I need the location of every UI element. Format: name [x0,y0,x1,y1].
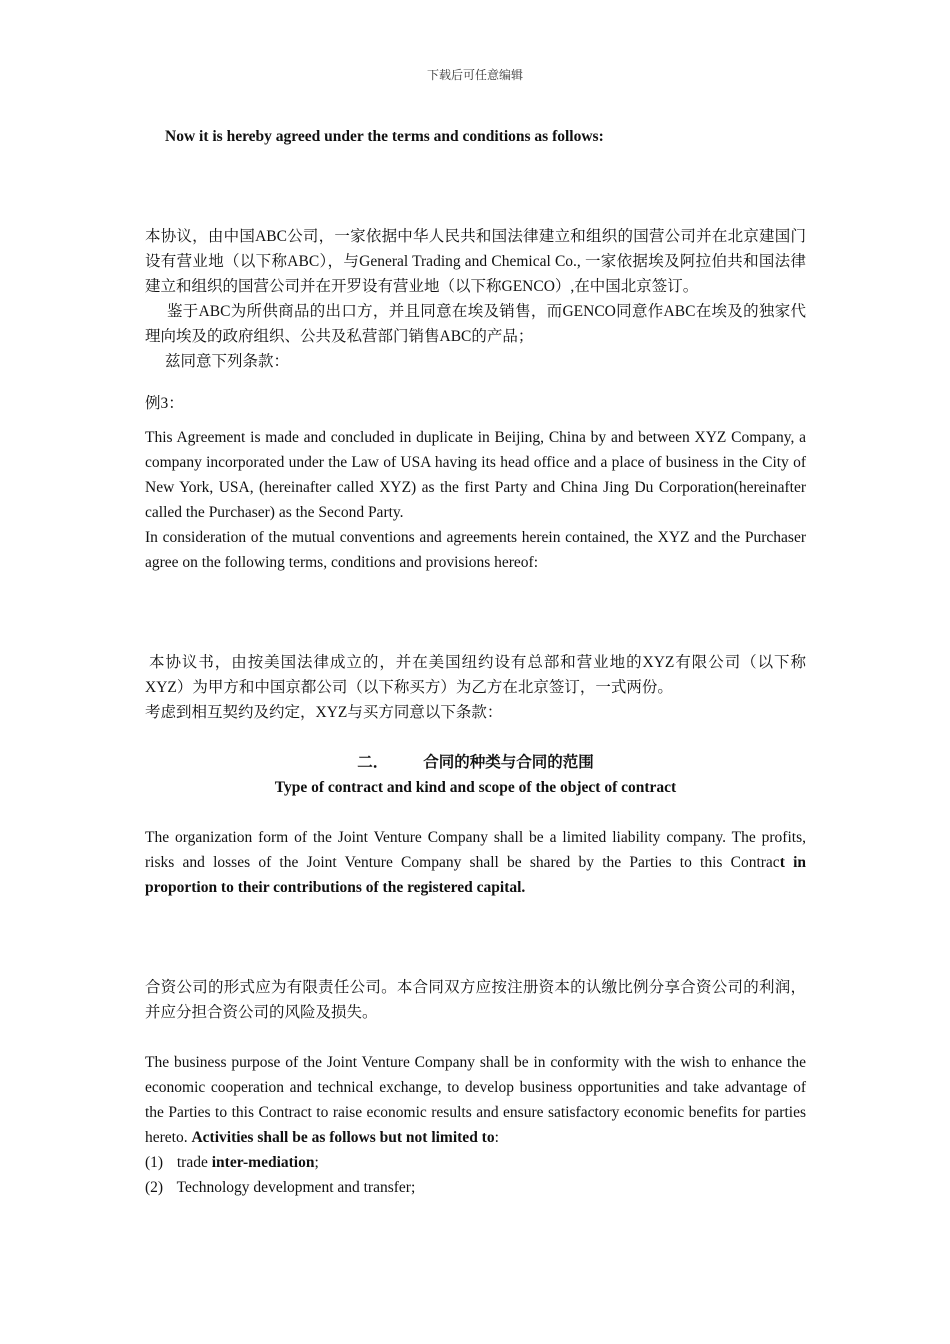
en-paragraph-4-bold: Activities shall be as follows but not limited to [191,1129,495,1146]
cn-paragraph-6: 合资公司的形式应为有限责任公司。本合同双方应按注册资本的认缴比例分享合资公司的利润，并应分担合资公司的风险及损失。 [145,979,806,1021]
list-text-suffix: ; [314,1154,319,1171]
section-title-en: Type of contract and kind and scope of the object of contract [274,779,677,796]
section-number: 二． [357,754,389,771]
list-number: (2) [145,1179,164,1196]
section-heading-cn [145,750,806,775]
cn-paragraph-3: 兹同意下列条款： [165,353,290,370]
en-paragraph-3-bold: t in proportion to their contributions of the registered capital. [145,854,806,896]
cn-paragraph-4: 本协议书，由按美国法律成立的，并在美国纽约设有总部和营业地的XYZ有限公司（以下称XYZ）为甲方和中国京都公司（以下称买方）为乙方在北京签订，一式两份。 [145,654,806,696]
cn-paragraph-1: 本协议，由中国ABC公司，一家依据中华人民共和国法律建立和组织的国营公司并在北京建国门设有营业地（以下称ABC），与General Trading and Chemical Co., 一家依据埃及阿拉伯共和国法律建立和组织的国营公司并在开罗设有营业地（以下称GENCO）,在中国北京签订。 [145,228,806,295]
header-note: 下载后可任意编辑 [426,68,523,82]
en-paragraph-3-text: The organization form of the Joint Venture Company shall be a limited liability company. The profits, risks and losses of the Joint Venture Company shall be shared by the Parties to this Contrac [145,829,806,871]
list-text: Technology development and transfer; [176,1179,416,1196]
list-item [145,1175,806,1200]
en-paragraph-1: This Agreement is made and concluded in duplicate in Beijing, China by and between XYZ Company, a company incorporated under the Law of USA having its head office and a place of business in the City of New York, USA, (hereinafter called XYZ) as the first Party and China Jing Du Corporation(hereinafter called the Purchaser) as the Second Party. [145,429,806,521]
document-body [145,124,806,1200]
list-item [145,1150,806,1175]
en-paragraph-4 [145,1050,806,1150]
cn-paragraph-5: 考虑到相互契约及约定，XYZ与买方同意以下条款： [145,704,503,721]
en-paragraph-3 [145,825,806,900]
en-paragraph-2: In consideration of the mutual conventions and agreements herein contained, the XYZ and the Purchaser agree on the following terms, conditions and provisions hereof: [145,529,806,571]
en-paragraph-4-tail: : [494,1129,499,1146]
cn-paragraph-2: 鉴于ABC为所供商品的出口方，并且同意在埃及销售，而GENCO同意作ABC在埃及的独家代理向埃及的政府组织、公共及私营部门销售ABC的产品； [145,303,806,345]
en-paragraph-4-text: The business purpose of the Joint Venture Company shall be in conformity with the wish to enhance the economic cooperation and technical exchange, to develop business opportunities and take advantage of the Parties to this Contract to raise economic results and ensure satisfactory economic benefits for parties hereto. [145,1054,806,1146]
example-label: 例3： [145,395,184,412]
list-text: trade [176,1154,212,1171]
list-number: (1) [145,1154,164,1171]
section-title-cn: 合同的种类与合同的范围 [423,754,594,771]
list-text-bold: inter-mediation [211,1154,315,1171]
intro-heading: Now it is hereby agreed under the terms and conditions as follows: [165,128,604,145]
